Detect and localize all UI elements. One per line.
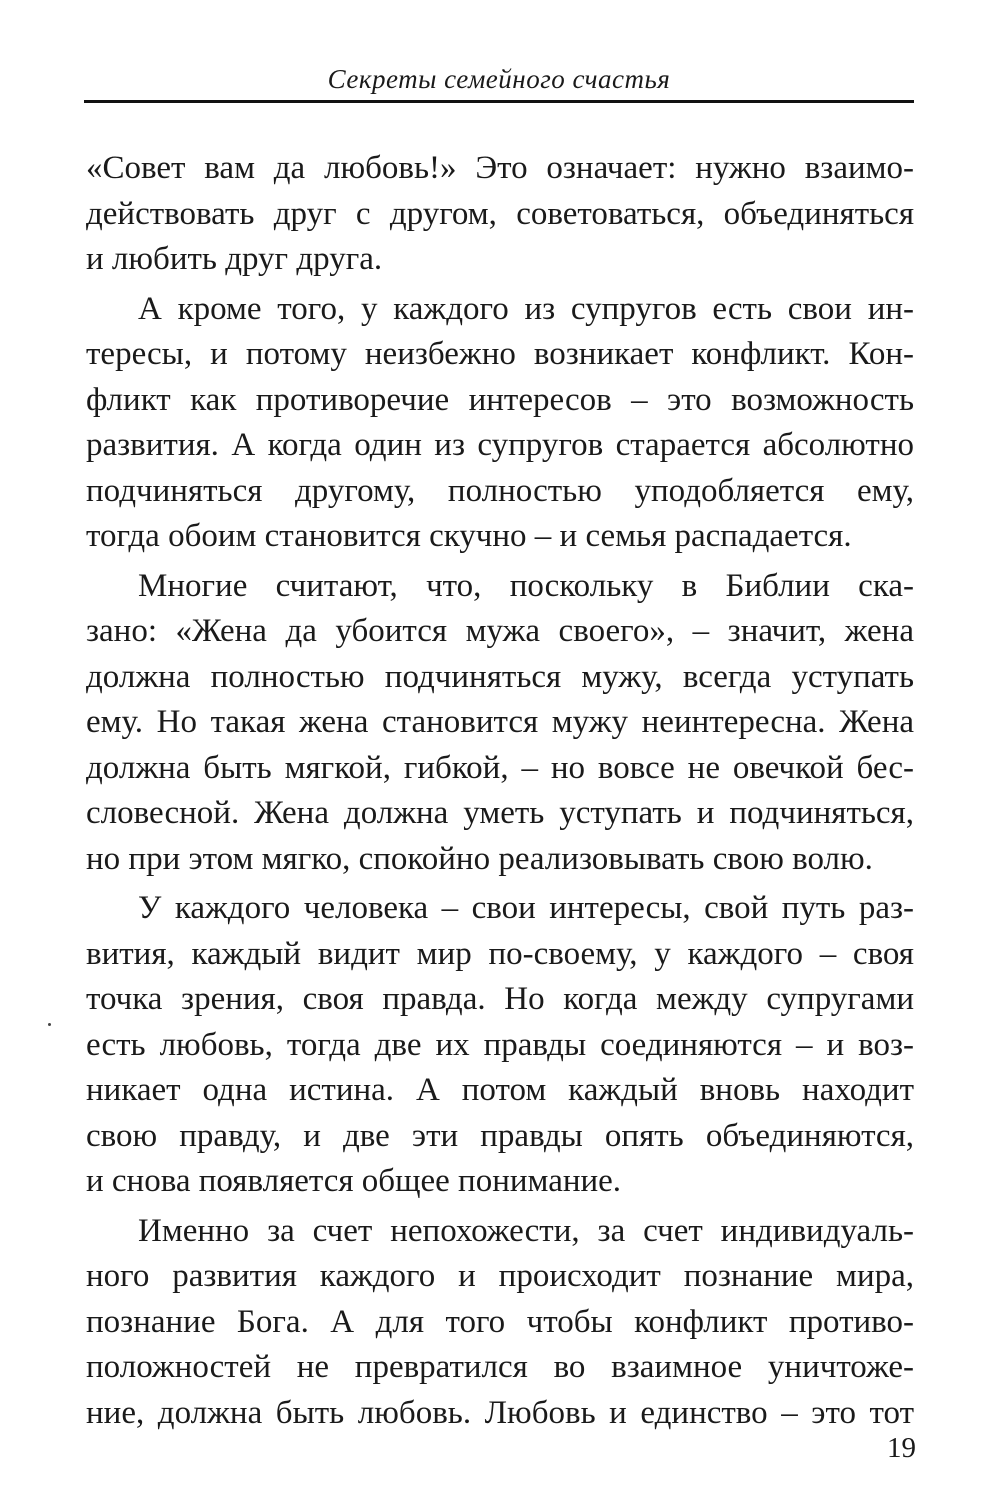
text-line: есть любовь, тогда две их правды соединяются – и воз-	[86, 1026, 914, 1063]
text-line: словесной. Жена должна уметь уступать и подчиняться,	[86, 795, 914, 831]
text-line: тересы, и потому неизбежно возникает конфликт. Кон-	[86, 336, 914, 372]
text-line: свою правду, и две эти правды опять объединяются,	[86, 1117, 914, 1154]
text-line: должна полностью подчиняться мужу, всегда уступать	[86, 658, 914, 695]
page-number: 19	[887, 1432, 916, 1464]
text-line: У каждого человека – свои интересы, свой путь раз-	[138, 890, 914, 926]
header-rule	[84, 100, 914, 103]
text-line: зано: «Жена да убоится мужа своего», – значит, жена	[86, 613, 914, 649]
text-line: Многие считают, что, поскольку в Библии ска-	[138, 567, 914, 604]
paragraph	[86, 564, 914, 883]
text-line: и снова появляется общее понимание.	[86, 1163, 622, 1199]
text-line: вития, каждый видит мир по-своему, у каждого – своя	[86, 935, 914, 972]
text-line: должна быть мягкой, гибкой, – но вовсе не овечкой бес-	[86, 749, 914, 786]
body-text	[86, 146, 914, 1436]
text-line: А кроме того, у каждого из супругов есть свои ин-	[138, 290, 914, 327]
text-line: действовать друг с другом, советоваться, объединяться	[86, 195, 914, 232]
text-line: «Совет вам да любовь!» Это означает: нужно взаимо-	[86, 150, 914, 186]
text-line: фликт как противоречие интересов – это возможность	[86, 381, 914, 418]
paragraph	[86, 886, 914, 1205]
text-line: развития. А когда один из супругов старается абсолютно	[86, 427, 914, 463]
text-line: ние, должна быть любовь. Любовь и единство – это тот	[86, 1394, 914, 1431]
paragraph	[86, 146, 914, 283]
text-line: ного развития каждого и происходит познание мира,	[86, 1258, 914, 1294]
text-line: точка зрения, своя правда. Но когда между супругами	[86, 981, 914, 1017]
text-line: никает одна истина. А потом каждый вновь находит	[86, 1072, 914, 1108]
running-head: Секреты семейного счастья	[327, 64, 671, 94]
text-line: тогда обоим становится скучно – и семья распадается.	[86, 518, 852, 554]
text-line: Именно за счет непохожести, за счет индивидуаль-	[138, 1212, 914, 1249]
text-line: положностей не превратился во взаимное уничтоже-	[86, 1349, 914, 1385]
text-line: но при этом мягко, спокойно реализовывать свою волю.	[86, 840, 873, 877]
text-line: познание Бога. А для того чтобы конфликт противо-	[86, 1303, 914, 1340]
text-line: подчиняться другому, полностью уподобляется ему,	[86, 472, 914, 509]
scan-speck	[48, 1023, 51, 1026]
text-line: и любить друг друга.	[86, 241, 383, 277]
paragraph	[86, 287, 914, 560]
text-line: ему. Но такая жена становится мужу неинтересна. Жена	[86, 704, 914, 740]
paragraph	[86, 1209, 914, 1437]
